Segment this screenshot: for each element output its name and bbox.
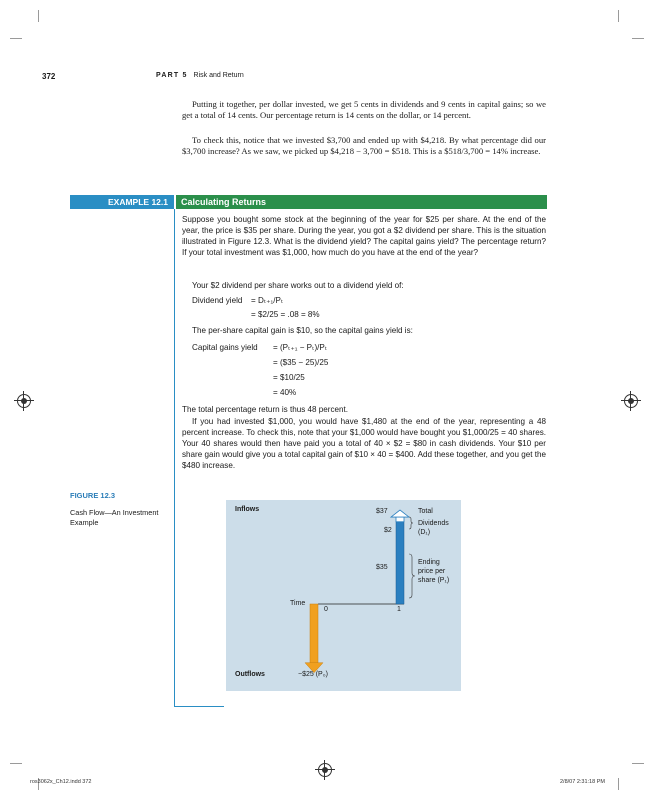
- time-axis-label: Time: [290, 600, 306, 607]
- ending-value-label: $35: [376, 564, 388, 571]
- crop-mark: [10, 763, 22, 764]
- crop-mark: [632, 38, 644, 39]
- example-paragraph-3: The per-share capital gain is $10, so the capital gains yield is:: [192, 326, 413, 335]
- intro-paragraph-1: Putting it together, per dollar invested, we get 5 cents in dividends and 9 cents in capital gains; so we get a total of 14 cents. Our percentage return is 14 cents on the dollar, or 14 percent.: [182, 99, 546, 121]
- ending-label-line-2: price per: [418, 568, 446, 575]
- example-paragraph-4: The total percentage return is thus 48 percent.: [182, 405, 349, 414]
- figure-label: FIGURE 12.3: [70, 491, 116, 500]
- dividend-bar: [396, 517, 404, 522]
- ending-label-line-1: Ending: [418, 559, 440, 566]
- capital-gains-step-2: = $10/25: [273, 373, 305, 382]
- cash-flow-chart: [226, 500, 461, 691]
- time-tick-0: 0: [324, 606, 328, 613]
- registration-mark-icon: [624, 394, 638, 408]
- inflows-label: Inflows: [235, 506, 260, 513]
- part-title: Risk and Return: [193, 72, 244, 79]
- dividend-yield-formula: = Dₜ₊₁/Pₜ: [251, 296, 284, 305]
- crop-mark: [618, 778, 619, 790]
- page-number: 372: [42, 72, 56, 81]
- crop-mark: [10, 38, 22, 39]
- initial-value-label: −$25 (P₀): [298, 671, 328, 678]
- example-title: Calculating Returns: [176, 195, 547, 209]
- ending-price-brace: [409, 554, 415, 598]
- registration-mark-icon: [318, 763, 332, 777]
- ending-price-bar: [396, 522, 404, 604]
- dividend-value-label: $2: [384, 527, 392, 534]
- dividend-yield-result: = $2/25 = .08 = 8%: [251, 310, 320, 319]
- intro-paragraph-2: To check this, notice that we invested $3,700 and ended up with $4,218. By what percentage did our $3,700 increase? As we saw, we picked up $4,218 − 3,700 = $518. This is a $518/3,700 = 14% increase.: [182, 135, 546, 157]
- capital-gains-result: = 40%: [273, 388, 297, 397]
- time-tick-1: 1: [397, 606, 401, 613]
- example-paragraph-1: Suppose you bought some stock at the beginning of the year for $25 per share. At the end of the year, the price is $35 per share. During the year, you got a $2 dividend per share. This is the situation illustrated in Figure 12.3. What is the dividend yield? The capital gains yield? The percentage return? If your total investment was $1,000, how much do you have at the end of the year?: [182, 215, 546, 257]
- dividends-sub-label: (D₁): [418, 529, 431, 536]
- figure-caption: Cash Flow—An Investment Example: [70, 508, 159, 527]
- outflows-label: Outflows: [235, 671, 265, 678]
- total-label: Total: [418, 508, 433, 515]
- footer-date: 2/8/07 2:31:18 PM: [560, 779, 605, 785]
- capital-gains-step-1: = ($35 − 25)/25: [273, 358, 329, 367]
- example-paragraph-2: Your $2 dividend per share works out to a dividend yield of:: [192, 281, 404, 290]
- initial-price-bar: [310, 604, 318, 663]
- footer-file: ros3062x_Ch12.indd 372: [30, 779, 92, 785]
- capital-gains-yield-formula: = (Pₜ₊₁ − Pₜ)/Pₜ: [273, 343, 328, 352]
- example-paragraph-5: If you had invested $1,000, you would have $1,480 at the end of the year, representing a 48 percent increase. To check this, note that your $1,000 would have bought you $1,000/25 = 40 shares. Your 40 shares would then have paid you a total of 40 × $2 = $80 in cash dividends. Your $10 per share gain would give you a total capital gain of $10 × 40 = $400. Add these together, and you get the $480 increase.: [182, 417, 546, 470]
- crop-mark: [38, 10, 39, 22]
- running-header: [156, 72, 244, 79]
- total-brace: [409, 517, 413, 529]
- crop-mark: [632, 763, 644, 764]
- part-label: PART 5: [156, 72, 188, 79]
- inflow-arrowhead: [391, 510, 409, 517]
- crop-mark: [618, 10, 619, 22]
- total-value-label: $37: [376, 508, 388, 515]
- example-rule-end: [174, 706, 224, 707]
- dividend-yield-label: Dividend yield: [192, 296, 243, 305]
- ending-label-line-3: share (P₁): [418, 577, 450, 584]
- capital-gains-yield-label: Capital gains yield: [192, 343, 258, 352]
- example-label: EXAMPLE 12.1: [70, 195, 174, 209]
- registration-mark-icon: [17, 394, 31, 408]
- dividends-label: Dividends: [418, 520, 449, 527]
- example-rule: [174, 209, 175, 706]
